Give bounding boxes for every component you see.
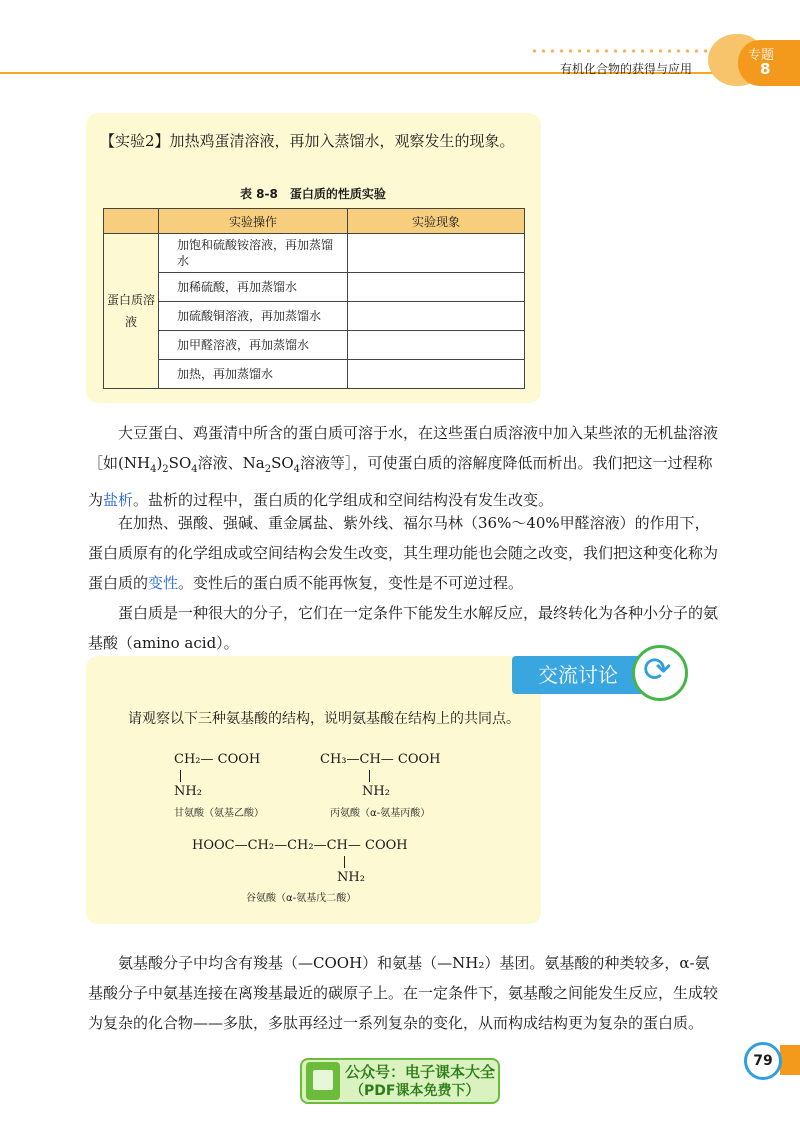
subscript: 4 — [293, 464, 301, 475]
col-operation: 实验操作 — [159, 209, 348, 234]
subscript: 2 — [162, 464, 169, 475]
col-observation: 实验现象 — [348, 209, 525, 234]
glutamic-nh2: NH₂ — [337, 870, 365, 885]
subscript: 4 — [191, 464, 198, 475]
table-row — [104, 302, 525, 331]
badge-number: 8 — [760, 60, 771, 78]
experiment-table — [103, 208, 525, 389]
paragraph-amino-acids: 氨基酸分子中均含有羧基（—COOH）和氨基（—NH₂）基团。氨基酸的种类较多，α-氨基酸分子中氨基连接在离羧基最近的碳原子上。在一定条件下，氨基酸之间能发生反应，生成较为复杂的化合物——多肽，多肽再经过一系列复杂的变化，从而构成结构更为复杂的蛋白质。 — [88, 954, 719, 1032]
alanine-nh2: NH₂ — [362, 784, 390, 799]
glutamic-name: 谷氨酸（α-氨基戊二酸） — [246, 893, 357, 904]
discussion-prompt: 请观察以下三种氨基酸的结构，说明氨基酸在结构上的共同点。 — [128, 711, 520, 727]
text-run: ) — [156, 454, 163, 472]
table-cell-observation — [348, 302, 525, 331]
text-run: 。盐析的过程中，蛋白质的化学组成和空间结构没有发生改变。 — [133, 491, 554, 509]
table-cell-observation — [348, 360, 525, 389]
table-row — [104, 331, 525, 360]
table-cell-operation: 加稀硫酸，再加蒸馏水 — [159, 273, 348, 302]
text-run: 溶液、Na — [197, 454, 265, 472]
text-run: SO — [168, 454, 192, 472]
alanine-formula: CH₃—CH— COOH — [320, 752, 441, 767]
bond-line — [369, 770, 370, 782]
text-run: SO — [271, 454, 294, 472]
table-row — [104, 234, 525, 273]
table-caption: 表 8-8 蛋白质的性质实验 — [240, 187, 386, 201]
table-header-row — [104, 209, 525, 234]
table-cell-operation: 加甲醛溶液，再加蒸馏水 — [159, 331, 348, 360]
table-cell-operation: 加饱和硫酸铵溶液，再加蒸馏水 — [159, 234, 348, 273]
table-cell-operation: 加热，再加蒸馏水 — [159, 360, 348, 389]
table-header-blank — [104, 209, 159, 234]
header-dots — [530, 47, 730, 55]
table-cell-observation — [348, 331, 525, 360]
watermark-line1: 公众号：电子课本大全 — [345, 1063, 496, 1081]
glycine-formula: CH₂— COOH — [174, 752, 261, 767]
watermark-line2: （PDF课本免费下） — [350, 1083, 480, 1099]
page-tab — [780, 1045, 800, 1075]
table-row — [104, 360, 525, 389]
subscript: 4 — [150, 464, 157, 475]
bond-line — [344, 856, 345, 868]
discussion-box — [86, 656, 541, 924]
text-run: 在加热、强酸、强碱、重金属盐、紫外线、福尔马林（36%～40%甲醛溶液）的作用下，蛋白质原有的化学组成或空间结构会发生改变，其生理功能也会随之改变，我们把这种变化称为蛋白质的 — [88, 514, 719, 592]
glycine-name: 甘氨酸（氨基乙酸） — [174, 808, 264, 819]
keyword-salting-out: 盐析 — [103, 491, 134, 509]
table-cell-observation — [348, 234, 525, 273]
text-run: 。变性后的蛋白质不能再恢复，变性是不可逆过程。 — [178, 574, 524, 592]
experiment-text: 【实验2】加热鸡蛋清溶液，再加入蒸馏水，观察发生的现象。 — [100, 132, 515, 150]
text-run: 大豆蛋白、鸡蛋清中所含的蛋白质可溶于水，在这些蛋白质溶液中加入某些浓的无机盐溶液［如(NH — [88, 424, 719, 472]
page-number: 79 — [744, 1042, 782, 1080]
subscript: 2 — [264, 464, 272, 475]
table-row — [104, 273, 525, 302]
book-icon — [306, 1062, 340, 1100]
bond-line — [180, 770, 181, 782]
badge-label: 专题 — [748, 48, 775, 63]
discussion-badge: 交流讨论 — [512, 656, 644, 694]
keyword-denaturation: 变性 — [148, 574, 179, 592]
text-run: 溶液等］，可使蛋白质的溶解度降低而析出。我们把这一过程称为 — [88, 454, 713, 509]
alanine-name: 丙氨酸（α-氨基丙酸） — [330, 808, 431, 819]
paragraph-salting-out — [88, 418, 718, 515]
table-cell-observation — [348, 273, 525, 302]
refresh-cycle-icon: ⟳ — [632, 645, 688, 701]
row-group-label: 蛋白质溶液 — [104, 234, 159, 389]
paragraph-denaturation — [88, 508, 718, 598]
table-cell-operation: 加硫酸铜溶液，再加蒸馏水 — [159, 302, 348, 331]
chapter-title: 有机化合物的获得与应用 — [560, 62, 693, 76]
paragraph-hydrolysis: 蛋白质是一种很大的分子，它们在一定条件下能发生水解反应，最终转化为各种小分子的氨基酸（amino acid）。 — [88, 604, 719, 652]
glycine-nh2: NH₂ — [174, 784, 202, 799]
glutamic-formula: HOOC—CH₂—CH₂—CH— COOH — [192, 838, 408, 853]
